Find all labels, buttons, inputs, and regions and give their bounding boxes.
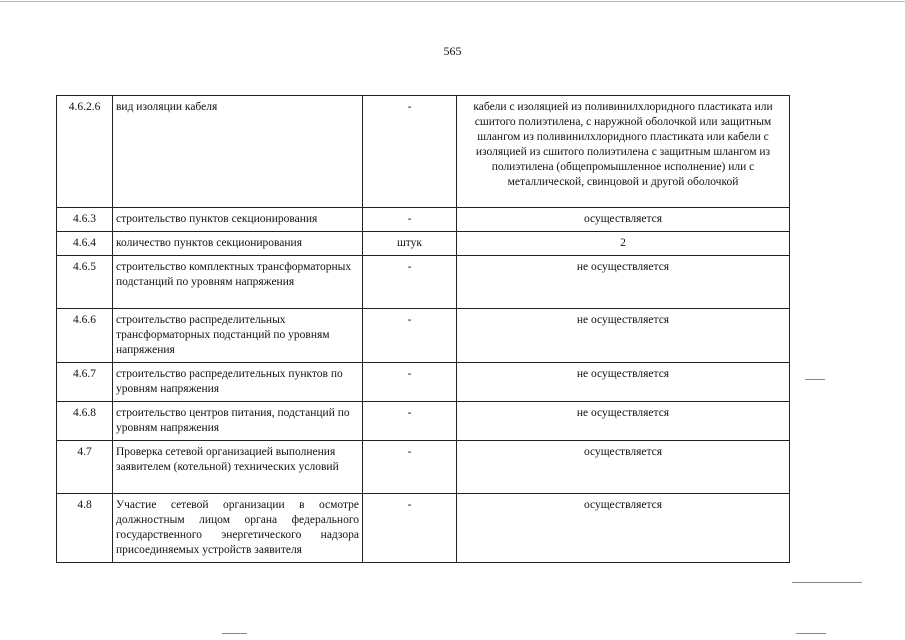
row-number: 4.6.7 xyxy=(57,363,113,402)
scan-artifact xyxy=(792,582,862,583)
row-unit: - xyxy=(363,363,457,402)
row-unit: - xyxy=(363,96,457,208)
row-number: 4.6.5 xyxy=(57,256,113,309)
table-row xyxy=(57,441,790,494)
scan-artifact xyxy=(0,1,905,2)
row-parameter: строительство пунктов секционирования xyxy=(113,208,363,232)
table-row xyxy=(57,494,790,563)
row-parameter: строительство комплектных трансформаторных подстанций по уровням напряжения xyxy=(113,256,363,309)
scan-artifact xyxy=(796,633,826,634)
row-unit: - xyxy=(363,441,457,494)
row-value: осуществляется xyxy=(457,208,790,232)
row-unit: - xyxy=(363,309,457,363)
row-number: 4.6.3 xyxy=(57,208,113,232)
row-unit: - xyxy=(363,208,457,232)
row-value: не осуществляется xyxy=(457,309,790,363)
row-parameter: Участие сетевой организации в осмотре должностным лицом органа федерального государственного энергетического надзора присоединяемых устройств заявителя xyxy=(113,494,363,563)
row-value: не осуществляется xyxy=(457,363,790,402)
table-row xyxy=(57,96,790,208)
scan-artifact xyxy=(805,379,825,380)
row-parameter: строительство центров питания, подстанций по уровням напряжения xyxy=(113,402,363,441)
row-number: 4.8 xyxy=(57,494,113,563)
row-value: осуществляется xyxy=(457,494,790,563)
row-unit: - xyxy=(363,402,457,441)
page-number: 565 xyxy=(443,44,462,58)
row-number: 4.6.6 xyxy=(57,309,113,363)
row-unit: - xyxy=(363,256,457,309)
row-value: не осуществляется xyxy=(457,256,790,309)
row-parameter: строительство распределительных пунктов по уровням напряжения xyxy=(113,363,363,402)
row-number: 4.6.2.6 xyxy=(57,96,113,208)
table-row xyxy=(57,208,790,232)
row-parameter: вид изоляции кабеля xyxy=(113,96,363,208)
row-number: 4.7 xyxy=(57,441,113,494)
table-row xyxy=(57,256,790,309)
scan-artifact xyxy=(222,633,247,634)
table-row xyxy=(57,363,790,402)
row-value: кабели с изоляцией из поливинилхлоридного пластиката или сшитого полиэтилена, с наружной оболочкой или защитным шлангом из поливинилхлоридного пластиката или кабели с изоляцией из сшитого полиэтилена с защитным шлангом из полиэтилена (общепромышленное исполнение) или с металлической, свинцовой и другой оболочкой xyxy=(457,96,790,208)
table-row xyxy=(57,402,790,441)
row-value: не осуществляется xyxy=(457,402,790,441)
table-row xyxy=(57,309,790,363)
row-value: осуществляется xyxy=(457,441,790,494)
row-unit: - xyxy=(363,494,457,563)
table-row xyxy=(57,232,790,256)
row-unit: штук xyxy=(363,232,457,256)
row-value: 2 xyxy=(457,232,790,256)
row-number: 4.6.4 xyxy=(57,232,113,256)
row-parameter: Проверка сетевой организацией выполнения заявителем (котельной) технических условий xyxy=(113,441,363,494)
row-number: 4.6.8 xyxy=(57,402,113,441)
specification-table xyxy=(56,95,790,563)
row-parameter: строительство распределительных трансформаторных подстанций по уровням напряжения xyxy=(113,309,363,363)
row-parameter: количество пунктов секционирования xyxy=(113,232,363,256)
